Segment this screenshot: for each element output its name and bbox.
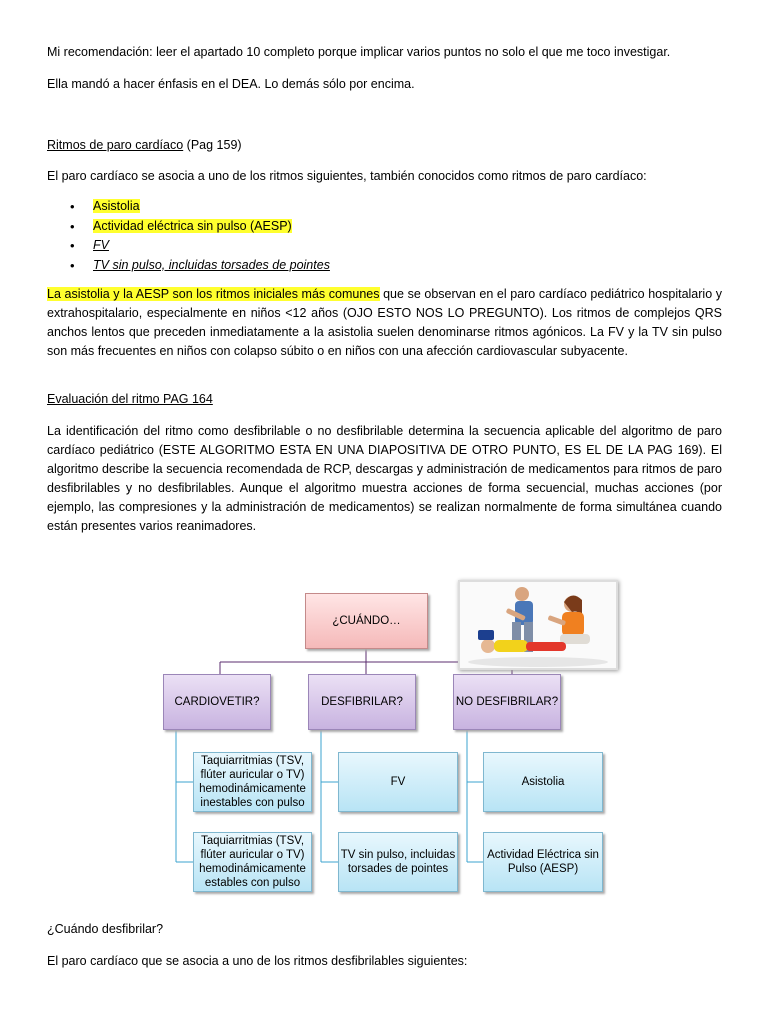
cardio-stable-box: Taquiarritmias (TSV, flúter auricular o TV) hemodinámicamente estables con pulso xyxy=(193,832,312,892)
tv-pulseless-box: TV sin pulso, incluidas torsades de pointes xyxy=(338,832,458,892)
rhythm-list xyxy=(47,197,330,275)
cpr-illustration xyxy=(460,582,616,668)
rhythm-fv: FV xyxy=(93,238,109,252)
paragraph-rest: que se observan en el paro cardíaco pediátrico hospitalario y extrahospitalario, especialmente en niños <12 años (OJO ESTO NOS LO PREGUNTO). Los ritmos de complejos QRS anchos lentos que preceden inmediatamente a la asistolia suelen denominarse ritmos agónicos. La FV y la TV sin pulso son más frecuentes en niños con colapso súbito o en niños con una afección cardiovascular subyacente. xyxy=(47,287,723,358)
no-defibrillate-category: NO DESFIBRILAR? xyxy=(453,674,561,730)
list-item xyxy=(47,197,330,217)
list-item xyxy=(47,256,330,276)
highlighted-phrase: La asistolia y la AESP son los ritmos iniciales más comunes xyxy=(47,287,380,301)
cpr-photo xyxy=(458,580,618,670)
rhythm-asistolia: Asistolia xyxy=(93,199,140,213)
rhythm-tv: TV sin pulso, incluidas torsades de pointes xyxy=(93,257,330,272)
fv-box: FV xyxy=(338,752,458,812)
cardio-unstable-box: Taquiarritmias (TSV, flúter auricular o TV) hemodinámicamente inestables con pulso xyxy=(193,752,312,812)
rhythms-heading-text: Ritmos de paro cardíaco xyxy=(47,138,184,152)
cardiovert-category: CARDIOVETIR? xyxy=(163,674,271,730)
section-heading-evaluation: Evaluación del ritmo PAG 164 xyxy=(47,392,213,406)
list-item xyxy=(47,236,330,256)
evaluation-paragraph: La identificación del ritmo como desfibrilable o no desfibrilable determina la secuencia aplicable del algoritmo de paro cardíaco pediátrico (ESTE ALGORITMO ESTA EN UNA DIAPOSITIVA DE OTRO PUNTO, ES EL DE LA PAG 169). El algoritmo describe la secuencia recomendada de RCP, descargas y administración de medicamentos para ritmos de paro desfibrilables y no desfibrilables. Aunque el algoritmo muestra acciones de forma secuencial, muchas acciones (por ejemplo, las compresiones y la administración de medicamentos) se realizan normalmente de forma simultánea cuando están presentes varios reanimadores. xyxy=(47,424,722,533)
rhythms-intro: El paro cardíaco se asocia a uno de los ritmos siguientes, también conocidos como ritmos de paro cardíaco: xyxy=(47,169,647,183)
recommendation-text: Mi recomendación: leer el apartado 10 completo porque implicar varios puntos no solo el que me toco investigar. xyxy=(47,45,671,59)
rhythms-paragraph xyxy=(47,285,722,361)
aesp-box: Actividad Eléctrica sin Pulso (AESP) xyxy=(483,832,603,892)
defib-question: ¿Cuándo desfibrilar? xyxy=(47,922,164,936)
section-heading-rhythms xyxy=(47,136,242,155)
defib-intro: El paro cardíaco que se asocia a uno de los ritmos desfibrilables siguientes: xyxy=(47,954,468,968)
list-item xyxy=(47,217,330,237)
rhythms-page-ref: (Pag 159) xyxy=(183,138,242,152)
defibrillate-category: DESFIBRILAR? xyxy=(308,674,416,730)
when-root-box: ¿CUÁNDO… xyxy=(305,593,428,649)
asistolia-box: Asistolia xyxy=(483,752,603,812)
emphasis-note: Ella mandó a hacer énfasis en el DEA. Lo demás sólo por encima. xyxy=(47,77,415,91)
rhythm-aesp: Actividad eléctrica sin pulso (AESP) xyxy=(93,218,292,233)
